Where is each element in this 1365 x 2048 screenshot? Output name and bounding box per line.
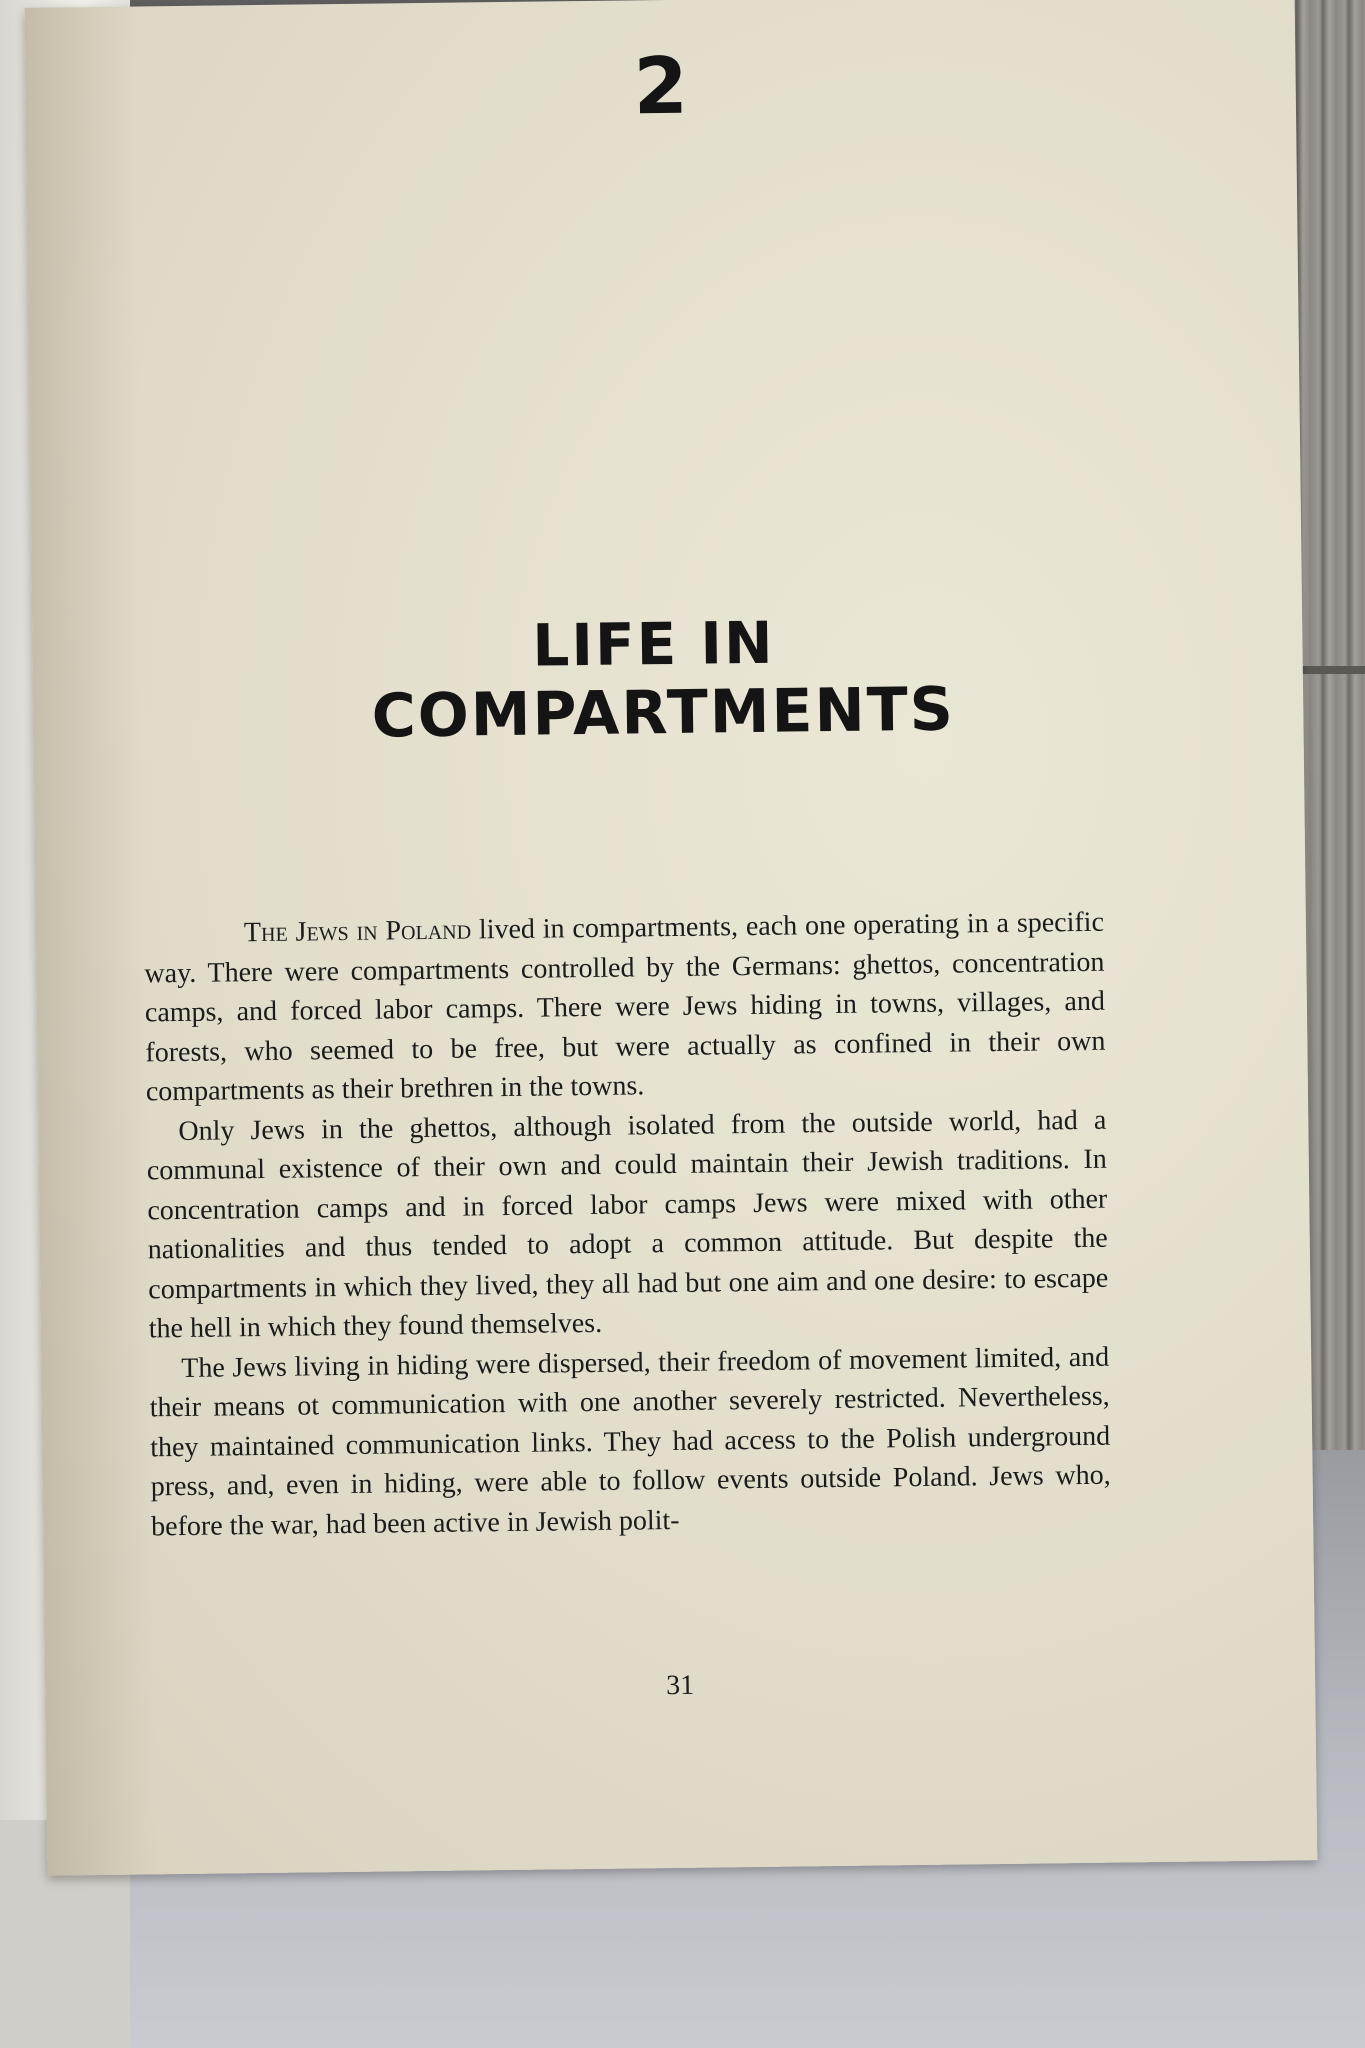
paragraph-3: The Jews living in hiding were dispersed, their freedom of movement limited, and their means ot communication with one another severely restricted. Nevertheless, they maintained communication links. They had access to the Polish underground press, and, even in hiding, were able to follow events outside Poland. Jews who, before the war, had been active in Jewish polit- — [149, 1341, 1111, 1542]
chapter-number: 2 — [632, 41, 689, 133]
paragraph-1-lead: The Jews in Poland — [243, 914, 472, 949]
chapter-title — [32, 602, 1304, 757]
book-page — [25, 0, 1318, 1876]
body-text — [144, 903, 1112, 1547]
page-number: 31 — [665, 1669, 695, 1702]
paragraph-1-text: lived in compartments, each one operating in a specific way. There were compartments controlled by the Germans: ghettos, concentration camps, and forced labor camps. There were Jews hiding in towns, villages, and forests, who seemed to be free, but were actually as confined in their own compartments as their brethren in the towns. — [144, 906, 1106, 1108]
paragraph-1 — [144, 903, 1106, 1112]
chapter-title-line-2: COMPARTMENTS — [371, 674, 956, 753]
paragraph-2: Only Jews in the ghettos, although isolated from the outside world, had a communal existence of their own and could maintain their Jewish traditions. In concentration camps and in forced labor camps Jews were mixed with other nationalities and thus tended to adopt a common attitude. But despite the compartments in which they lived, they all had but one aim and one desire: to escape the hell in which they found themselves. — [146, 1104, 1109, 1345]
chapter-title-line-1: LIFE IN — [532, 608, 775, 680]
